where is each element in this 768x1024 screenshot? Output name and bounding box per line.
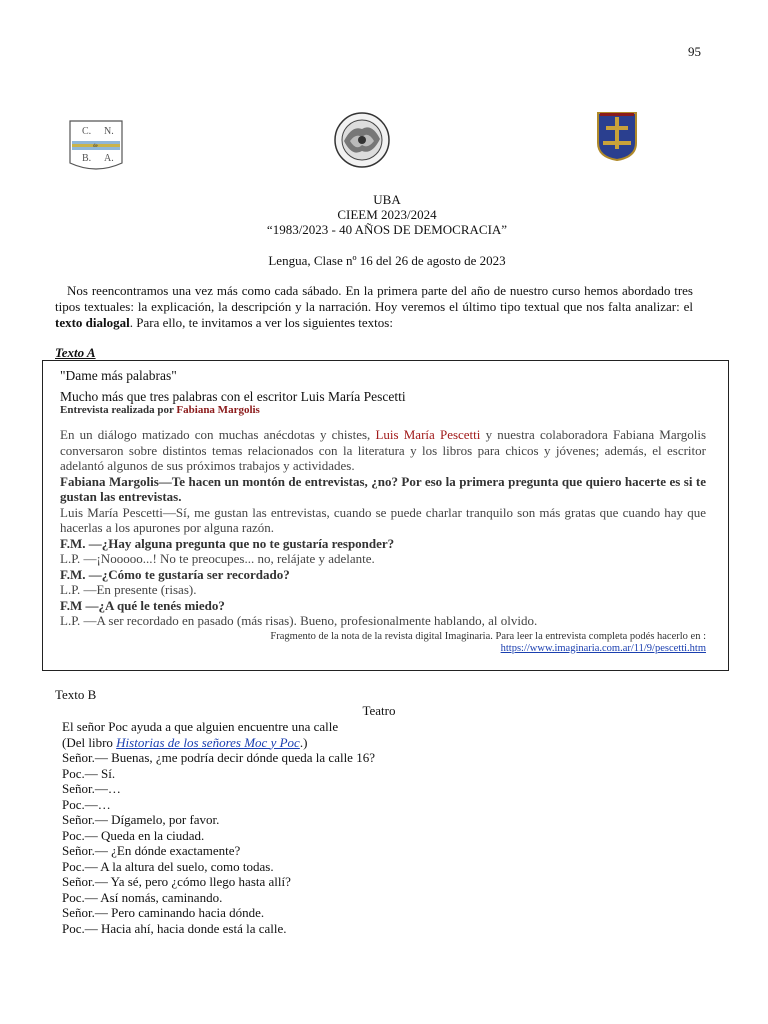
source-link[interactable]: https://www.imaginaria.com.ar/11/9/pescetti.htm — [500, 642, 706, 654]
interviewee-name: Luis María Pescetti — [375, 427, 481, 442]
source-note: Fragmento de la nota de la revista digital Imaginaria. Para leer la entrevista completa podés hacerlo en : https://www.imaginaria.com.ar/11/9/pescetti.htm — [270, 630, 706, 654]
uba-seal-icon — [332, 111, 392, 169]
cnba-letter: B. — [82, 153, 92, 164]
cnba-letter: C. — [82, 126, 92, 137]
question-1: Fabiana Margolis—Te hacen un montón de entrevistas, ¿no? Por eso la primera pregunta que quiero hacerte es si te gustan las entrevistas. — [60, 473, 706, 504]
dialog-line: Poc.— Hacia ahí, hacia donde está la calle. — [62, 920, 287, 936]
intro-paragraph: Nos reencontramos una vez más como cada sábado. En la primera parte del año de nuestro curso hemos abordado tres tipos textuales: la explicación, la descripción y la narración. Hoy veremos el último tipo textual que nos falta analizar: el texto dialogal. Para ello, te invitamos a ver los siguientes textos: — [55, 283, 693, 330]
interview-subtitle: Mucho más que tres palabras con el escritor Luis María Pescetti — [60, 388, 406, 404]
page-number: 95 — [688, 44, 701, 59]
answer-2: L.P. —¡Nooooo...! No te preocupes... no, relájate y adelante. — [60, 551, 375, 566]
document-header — [0, 192, 768, 237]
cnba-letter: A. — [104, 153, 114, 164]
byline-author: Fabiana Margolis — [176, 404, 260, 416]
crest-icon — [596, 109, 638, 161]
intro-bold-term: texto dialogal — [55, 315, 130, 330]
question-4: F.M —¿A qué le tenés miedo? — [60, 597, 225, 613]
interview-intro: En un diálogo matizado con muchas anécdotas y chistes, Luis María Pescetti y nuestra colaboradora Fabiana Margolis conversaron sobre distintos temas relacionados con la literatura y los libros para chicos y jóvenes; además, el escritor adelantó algunos de sus próximos trabajos y actividades. — [60, 427, 706, 473]
question-3: F.M. —¿Cómo te gustaría ser recordado? — [60, 566, 290, 582]
question-2: F.M. —¿Hay alguna pregunta que no te gustaría responder? — [60, 535, 395, 551]
dialog-line: Poc.—… — [62, 796, 111, 812]
cnba-letter: de — [93, 144, 98, 149]
interview-title: "Dame más palabras" — [60, 368, 177, 383]
interview-byline: Entrevista realizada por Fabiana Margolis — [60, 404, 260, 416]
cnba-letter: N. — [104, 126, 114, 137]
header-cieem: CIEEM 2023/2024 — [337, 207, 437, 222]
book-title-link[interactable]: Historias de los señores Moc y Poc — [116, 734, 300, 750]
header-motto: “1983/2023 - 40 AÑOS DE DEMOCRACIA” — [266, 222, 508, 237]
dialog-line: Señor.—… — [62, 781, 121, 796]
dialog-line: Señor.— Buenas, ¿me podría decir dónde queda la calle 16? — [62, 750, 375, 765]
dialog-line: Poc.— Sí. — [62, 765, 116, 781]
texto-a-label: Texto A — [55, 345, 96, 360]
dialog-line: Señor.— ¿En dónde exactamente? — [62, 843, 241, 858]
cnba-logo-icon — [68, 119, 124, 173]
dialog-line: Señor.— Ya sé, pero ¿cómo llego hasta allí? — [62, 874, 291, 889]
dialog-line: Señor.— Pero caminando hacia dónde. — [62, 905, 265, 920]
dialog-line: Poc.— Queda en la ciudad. — [62, 827, 205, 843]
texto-b-dialog — [62, 719, 662, 936]
dialog-line: Poc.— Así nomás, caminando. — [62, 889, 223, 905]
answer-1: Luis María Pescetti—Sí, me gustan las entrevistas, cuando se puede charlar tranquilo son más gratas que cuando hay que hacerlas a los apurones por alguna razón. — [60, 504, 706, 535]
dialog-line: Señor.— Dígamelo, por favor. — [62, 812, 220, 827]
answer-3: L.P. —En presente (risas). — [60, 582, 197, 597]
texto-b-genre: Teatro — [362, 703, 396, 718]
texto-b-label: Texto B — [55, 687, 97, 702]
class-line: Lengua, Clase nº 16 del 26 de agosto de 2023 — [268, 253, 506, 268]
book-reference: (Del libro Historias de los señores Moc y Poc.) — [62, 734, 308, 750]
play-title: El señor Poc ayuda a que alguien encuentre una calle — [62, 719, 339, 734]
dialog-line: Poc.— A la altura del suelo, como todas. — [62, 858, 274, 874]
answer-4: L.P. —A ser recordado en pasado (más risas). Bueno, profesionalmente hablando, al olvido. — [60, 613, 538, 628]
texto-a-box — [42, 360, 729, 671]
header-uba: UBA — [373, 192, 401, 207]
